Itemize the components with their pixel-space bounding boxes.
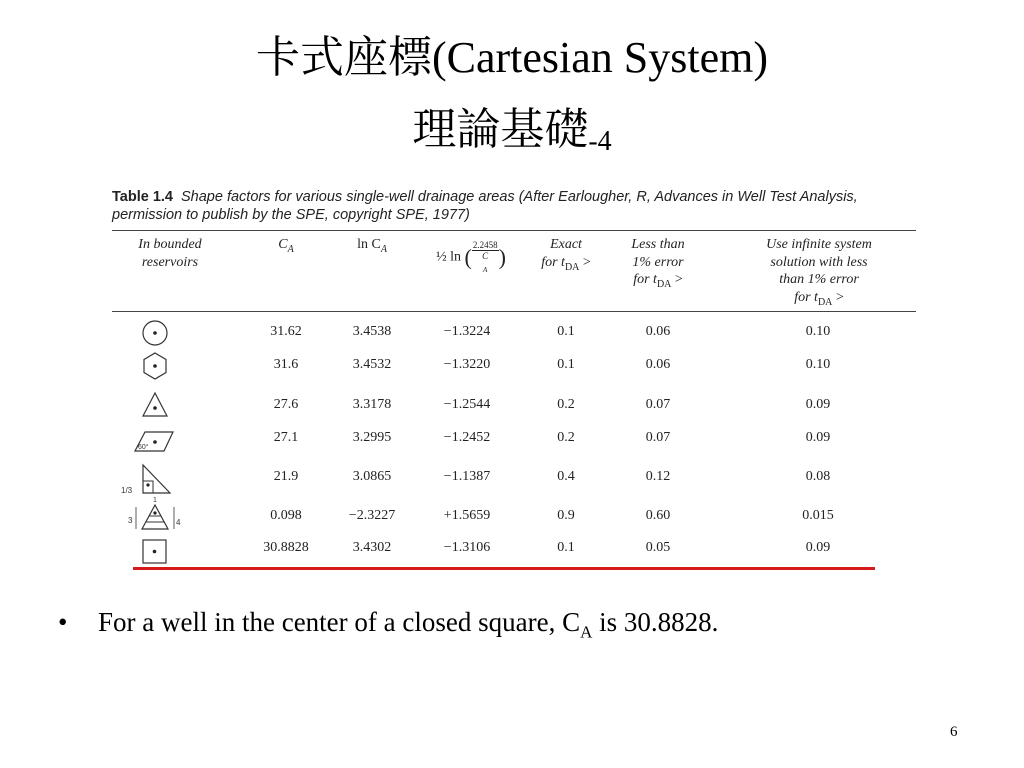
table-cell-exact: 0.2 <box>557 430 575 445</box>
slide-title-line1: 卡式座標(Cartesian System) <box>255 33 769 82</box>
table-cell-less1: 0.12 <box>645 469 671 484</box>
header-ca <box>256 236 316 258</box>
bullet-text: For a well in the center of a closed square, C <box>98 607 581 637</box>
table-cell-exact: 0.2 <box>557 397 575 412</box>
header-half-den: C <box>482 251 489 261</box>
table-cell-half: −1.3224 <box>443 324 491 339</box>
table-cell-infinite: 0.015 <box>802 508 834 523</box>
table-cell-ca: 27.6 <box>273 397 299 412</box>
header-shape-line2: reservoirs <box>141 254 199 270</box>
table-cell-ca: 21.9 <box>273 469 299 484</box>
header-lnca-text: ln C <box>357 237 381 252</box>
slide-title-line2 <box>0 104 1024 168</box>
circle-drainage-icon <box>143 321 167 345</box>
header-less1-sub: DA <box>656 278 672 290</box>
header-infinite-line2: solution with less <box>770 254 868 270</box>
table-cell-ca: 0.098 <box>270 508 302 523</box>
header-exact-for: for t <box>541 254 565 270</box>
bullet-marker: • <box>58 607 68 637</box>
drainage-shapes-column <box>110 315 200 570</box>
hexagon-drainage-icon <box>144 353 166 379</box>
header-half-prefix: ½ ln <box>436 249 461 265</box>
table-cell-exact: 0.1 <box>557 324 575 339</box>
table-cell-lnca: 3.4532 <box>352 357 392 372</box>
header-half-num: 2.2458 <box>472 240 498 250</box>
table-cell-less1: 0.07 <box>645 397 671 412</box>
header-exact-line1: Exact <box>550 237 582 252</box>
header-less1-line2: 1% error <box>632 254 684 270</box>
table-cell-ca: 27.1 <box>273 430 299 445</box>
table-header-rule <box>112 311 916 312</box>
table-cell-ca: 31.62 <box>270 324 302 339</box>
header-half-den-sub: A <box>483 265 488 274</box>
page-number: 6 <box>950 724 958 740</box>
rhombus-drainage-icon <box>135 432 173 451</box>
header-lnca-sub: A <box>380 243 387 255</box>
header-infinite <box>748 236 890 311</box>
header-infinite-line3: than 1% error <box>779 272 859 287</box>
table-cell-less1: 0.05 <box>645 540 671 555</box>
rhombus-angle-label: 60° <box>138 444 149 451</box>
bullet-text-after: is 30.8828. <box>592 607 719 637</box>
highlight-underline <box>133 567 875 570</box>
table-top-rule <box>112 230 916 231</box>
table-cell-infinite: 0.09 <box>805 397 831 412</box>
table-cell-less1: 0.60 <box>645 508 671 523</box>
table-cell-ca: 30.8828 <box>263 540 309 555</box>
square-drainage-icon <box>143 540 166 563</box>
table-cell-lnca: 3.2995 <box>352 430 392 445</box>
table-label: Table 1.4 <box>112 189 173 205</box>
header-exact-sub: DA <box>564 261 580 273</box>
offset-triangle-left-label: 3 <box>128 516 133 525</box>
table-cell-infinite: 0.10 <box>805 324 831 339</box>
header-infinite-sub: DA <box>817 296 833 308</box>
header-ca-sub: A <box>287 243 294 255</box>
table-cell-half: −1.2544 <box>443 397 491 412</box>
header-ca-text: C <box>278 237 288 252</box>
header-half-ln: ½ ln ( 2.2458 C $_A$ ) <box>436 240 506 274</box>
bullet-item <box>58 604 718 650</box>
table-cell-less1: 0.06 <box>645 357 671 372</box>
header-half-fraction <box>472 240 499 275</box>
bullet-text-sub: A <box>580 622 593 642</box>
header-exact <box>530 236 602 276</box>
header-shape <box>118 236 222 271</box>
header-less1-gt: > <box>671 272 683 287</box>
table-cell-lnca: 3.4302 <box>352 540 392 555</box>
header-less1-for: for t <box>633 272 657 287</box>
table-cell-ca: 31.6 <box>273 357 299 372</box>
offset-triangle-drainage-icon <box>128 505 181 529</box>
header-exact-gt: > <box>579 254 591 270</box>
header-infinite-for: for t <box>794 289 818 305</box>
table-cell-exact: 0.9 <box>557 508 575 523</box>
table-cell-infinite: 0.08 <box>805 469 831 484</box>
table-cell-less1: 0.07 <box>645 430 671 445</box>
right-triangle-drainage-icon <box>121 465 170 504</box>
header-less1-line1: Less than <box>631 237 685 252</box>
table-cell-infinite: 0.09 <box>805 540 831 555</box>
table-cell-half: −1.3106 <box>443 540 491 555</box>
right-triangle-left-label: 1/3 <box>121 486 133 495</box>
table-cell-lnca: −2.3227 <box>348 508 396 523</box>
table-cell-half: −1.3220 <box>443 357 491 372</box>
table-cell-lnca: 3.0865 <box>352 469 392 484</box>
table-caption-text: Shape factors for various single-well drainage areas (After Earlougher, R, Advances in Well Test Analysis, permission to publish by the SPE, copyright SPE, 1977) <box>112 189 858 223</box>
header-less1 <box>618 236 698 293</box>
header-infinite-line1: Use infinite system <box>766 237 872 252</box>
table-cell-less1: 0.06 <box>645 324 671 339</box>
table-cell-infinite: 0.10 <box>805 357 831 372</box>
table-cell-half: −1.1387 <box>443 469 491 484</box>
slide-title-line2-suffix: -4 <box>588 126 612 157</box>
table-cell-half: +1.5659 <box>443 508 491 523</box>
table-cell-exact: 0.1 <box>557 357 575 372</box>
table-cell-lnca: 3.4538 <box>352 324 392 339</box>
right-triangle-bottom-label: 1 <box>153 497 157 504</box>
table-cell-exact: 0.4 <box>557 469 575 484</box>
table-cell-infinite: 0.09 <box>805 430 831 445</box>
table-cell-lnca: 3.3178 <box>352 397 392 412</box>
slide-title-line2-text: 理論基礎 <box>412 105 589 154</box>
triangle-drainage-icon <box>143 393 167 416</box>
table-cell-half: −1.2452 <box>443 430 491 445</box>
table-cell-exact: 0.1 <box>557 540 575 555</box>
header-shape-line1: In bounded <box>138 237 202 252</box>
table-caption <box>112 188 922 224</box>
header-lnca <box>340 236 404 258</box>
offset-triangle-right-label: 4 <box>176 518 181 527</box>
header-infinite-gt: > <box>832 289 844 305</box>
